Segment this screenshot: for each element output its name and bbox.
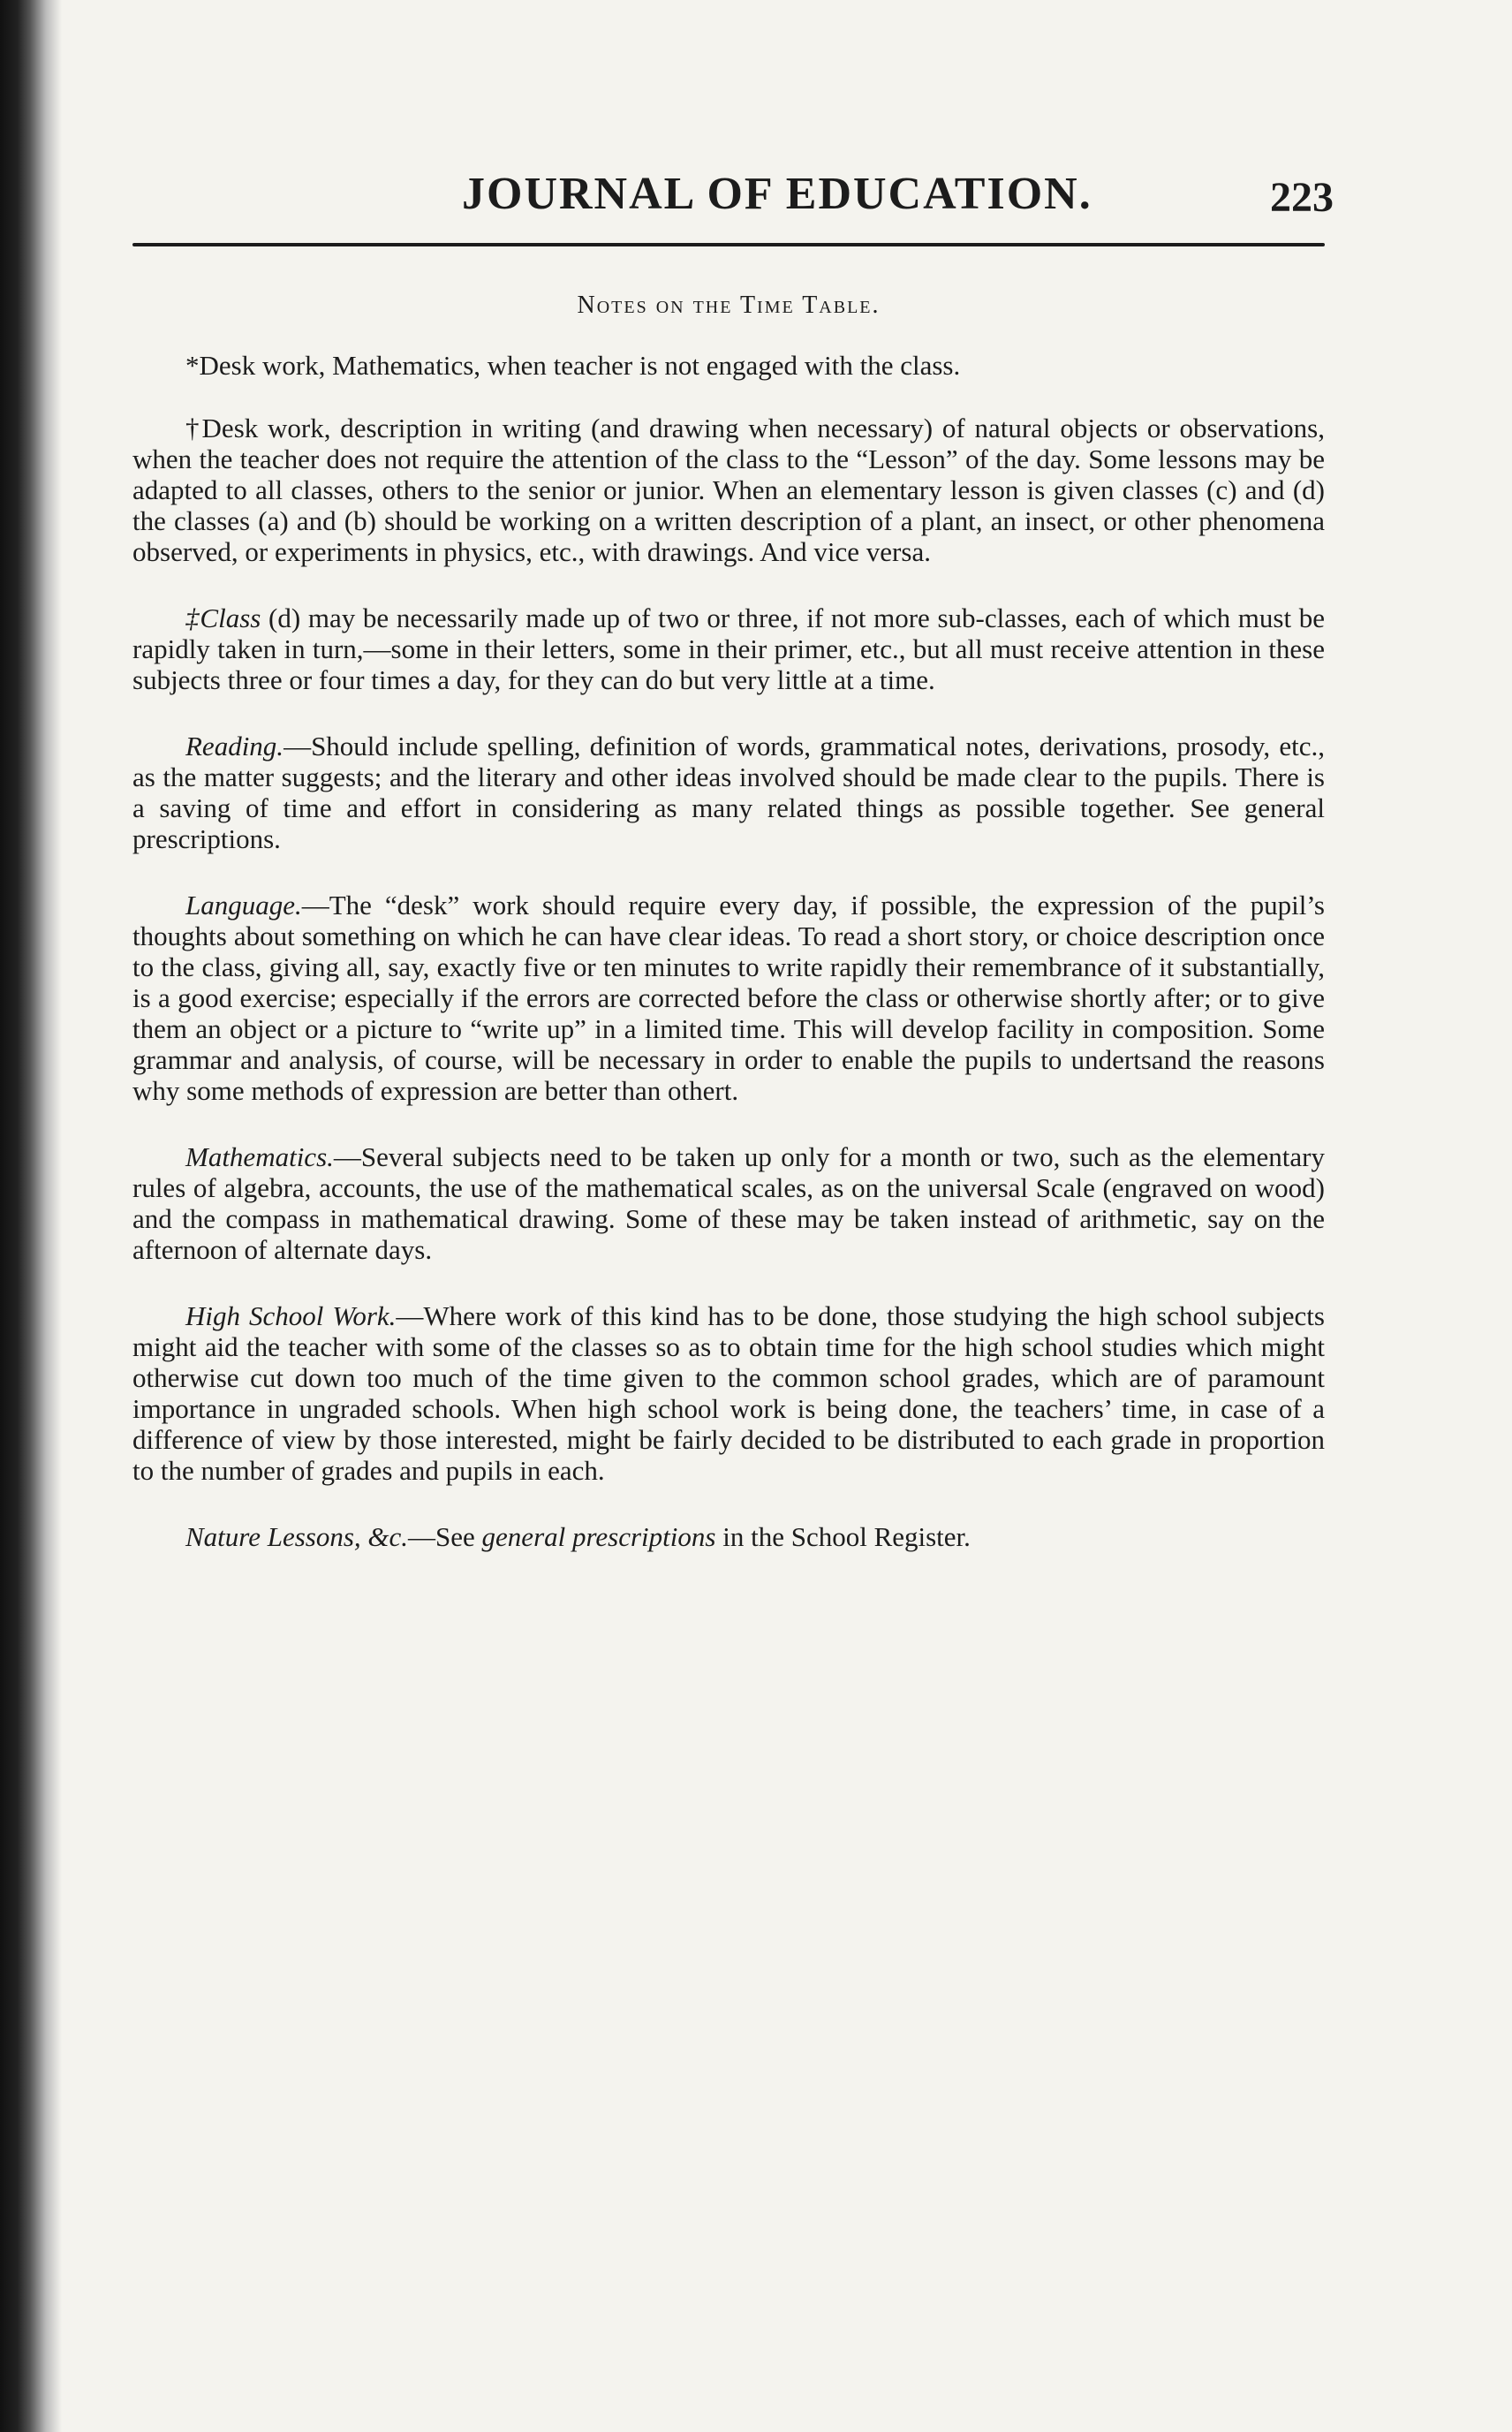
note-class-d xyxy=(132,602,1325,695)
page-content xyxy=(132,292,1325,1580)
note-text: —Several subjects need to be taken up only for a month or two, such as the elementary rules of algebra, accounts, the use of the mathematical scales, as on the universal Scale (engraved on wood) and the compass in mathematical drawing. Some of these may be taken instead of arithmetic, say on the afternoon of alternate days. xyxy=(132,1141,1325,1265)
note-desk-description xyxy=(132,413,1325,567)
note-text: —Where work of this kind has to be done, those studying the high school subjects might aid the teacher with some of the classes so as to obtain time for the high school studies which might otherwise cut down too much of the time given to the common school grades, which are of paramount importance in ungraded schools. When high school work is being done, the teachers’ time, in case of a difference of view by those interested, might be fairly decided to be distributed to each grade in proportion to the number of grades and pupils in each. xyxy=(132,1300,1325,1486)
journal-page xyxy=(132,159,1334,1552)
note-text: —Should include spelling, definition of words, grammatical notes, derivations, prosody, etc., as the matter suggests; and the literary and other ideas involved should be made clear to the pupils. There is a saving of time and effort in considering as many related things as possible together. See general prescriptions. xyxy=(132,731,1325,854)
note-text: in the School Register. xyxy=(715,1521,971,1552)
note-text: (d) may be necessarily made up of two or three, if not more sub-classes, each of which must be rapidly taken in turn,—some in their letters, some in their primer, etc., but all must receive attention in these subjects three or four times a day, for they can do but very little at a time. xyxy=(132,602,1325,695)
note-mathematics xyxy=(132,1141,1325,1265)
note-lead: Mathematics. xyxy=(185,1141,334,1172)
note-lead: ‡Class xyxy=(185,602,261,633)
note-lead: Language. xyxy=(185,890,302,921)
journal-title: JOURNAL OF EDUCATION. xyxy=(462,169,1092,219)
binding-shadow xyxy=(0,0,62,2432)
note-lead: Reading. xyxy=(185,731,284,761)
page-number: 223 xyxy=(1270,174,1334,221)
note-text: —See xyxy=(408,1521,482,1552)
note-high-school-work xyxy=(132,1300,1325,1486)
note-language xyxy=(132,890,1325,1106)
page-header xyxy=(132,159,1334,230)
note-desk-work xyxy=(132,350,1325,381)
note-nature-lessons xyxy=(132,1521,1325,1552)
section-heading: Notes on the Time Table. xyxy=(577,292,881,319)
note-reading xyxy=(132,731,1325,854)
note-text: †Desk work, description in writing (and drawing when necessary) of natural objects or observations, when the teacher does not require the attention of the class to the “Lesson” of the day. Some lessons may be adapted to all classes, others to the senior or junior. When an elementary lesson is given classes (c) and (d) the classes (a) and (b) should be working on a written description of a plant, an insect, or other phenomena observed, or experiments in physics, etc., with drawings. And vice versa. xyxy=(132,413,1325,567)
note-lead: High School Work. xyxy=(185,1300,397,1331)
note-text: *Desk work, Mathematics, when teacher is not engaged with the class. xyxy=(185,350,961,381)
header-rule xyxy=(132,243,1325,246)
note-lead: Nature Lessons, &c. xyxy=(185,1521,409,1552)
note-italic: general prescriptions xyxy=(481,1521,716,1552)
note-text: —The “desk” work should require every day, if possible, the expression of the pupil’s thoughts about something on which he can have clear ideas. To read a short story, or choice description once to the class, giving all, say, exactly five or ten minutes to write rapidly their remembrance of it substantially, is a good exercise; especially if the errors are corrected before the class or otherwise shortly after; or to give them an object or a picture to “write up” in a limited time. This will develop facility in composition. Some grammar and analysis, of course, will be necessary in order to enable the pupils to undertsand the reasons why some methods of expression are better than othert. xyxy=(132,890,1325,1106)
